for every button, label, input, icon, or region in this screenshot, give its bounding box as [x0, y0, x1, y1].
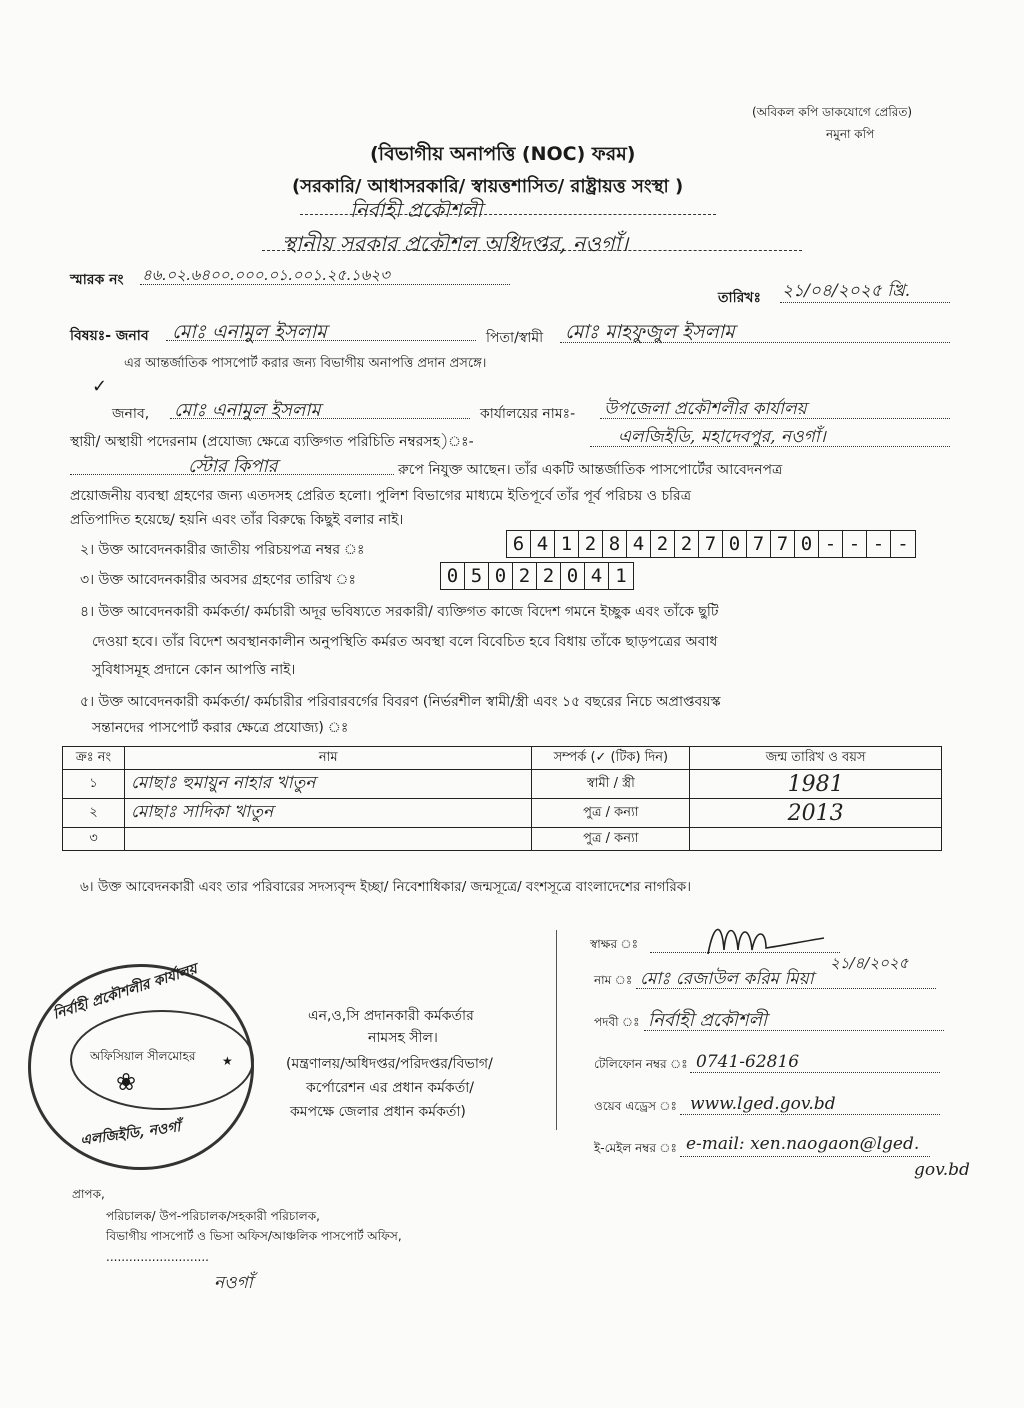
table-row	[63, 799, 942, 828]
digit-box: -	[843, 531, 867, 557]
digit-box: 5	[465, 563, 489, 589]
office-name-value: উপজেলা প্রকৌশলীর কার্যালয়	[604, 399, 807, 419]
web-value: www.lged.gov.bd	[690, 1094, 836, 1114]
role-value: স্টোর কিপার	[188, 456, 278, 477]
lotus-emblem-icon: ❀	[116, 1068, 137, 1096]
noc-officer-line4: কর্পোরেশন এর প্রধান কর্মকর্তা/	[306, 1080, 475, 1096]
col-header-serial: ক্রঃ নং	[63, 747, 125, 770]
digit-box: 7	[747, 531, 771, 557]
sign-date: ২১/৪/২০২৫	[830, 954, 909, 972]
row-serial: ৩	[63, 828, 125, 851]
subject-line2: এর আন্তর্জাতিক পাসপোর্ট করার জন্য বিভাগীয় অনাপত্তি প্রদান প্রসঙ্গে।	[124, 356, 487, 371]
item5-line1: ৫। উক্ত আবেদনকারী কর্মকর্তা/ কর্মচারীর পরিবারবর্গের বিবরণ (নির্ভরশীল স্বামী/স্ত্রী এবং ১৫ বছরের নিচে অপ্রাপ্তবয়স্ক	[80, 694, 721, 710]
digit-box: 2	[537, 563, 561, 589]
janab-label: জনাব,	[112, 406, 150, 422]
date-value: ২১/০৪/২০২৫ খ্রি.	[782, 281, 911, 301]
digit-box: 4	[627, 531, 651, 557]
row-serial: ১	[63, 770, 125, 799]
row-dob: 1981	[690, 770, 942, 799]
phone-value: 0741-62816	[696, 1052, 800, 1072]
row-dob: 2013	[690, 799, 942, 828]
digit-box: 0	[723, 531, 747, 557]
row-dob	[690, 828, 942, 851]
digit-box: 8	[603, 531, 627, 557]
email-value-2: gov.bd	[914, 1160, 970, 1180]
post-value: এলজিইডি, মহাদেবপুর, নওগাঁ।	[618, 427, 826, 447]
digit-box: 2	[513, 563, 537, 589]
seal-top-text: নির্বাহী প্রকৌশলীর কার্যালয়	[51, 961, 200, 1023]
phone-label: টেলিফোন নম্বর ঃ	[594, 1057, 688, 1071]
office-name-label: কার্যালয়ের নামঃ-	[480, 406, 576, 422]
nid-boxes	[506, 530, 916, 558]
handwritten-designation: নির্বাহী প্রকৌশলী	[350, 198, 483, 222]
recipient-line3: ...........................	[106, 1250, 209, 1264]
table-row	[63, 770, 942, 799]
father-name: মোঃ মাহফুজুল ইসলাম	[565, 321, 735, 343]
row-relation: পুত্র / কন্যা	[532, 799, 690, 828]
recipient-label: প্রাপক,	[72, 1187, 105, 1201]
copy-note: (অবিকল কপি ডাকযোগে প্রেরিত)	[752, 105, 913, 119]
digit-box: -	[897, 533, 909, 555]
signature-scribble	[700, 916, 830, 962]
noc-officer-line1: এন,ও,সি প্রদানকারী কর্মকর্তার	[308, 1008, 474, 1024]
nid-label: ২। উক্ত আবেদনকারীর জাতীয় পরিচয়পত্র নম্বর ঃ	[80, 542, 365, 558]
table-row	[63, 828, 942, 851]
row-relation: পুত্র / কন্যা	[532, 828, 690, 851]
row-name	[124, 828, 531, 851]
row-name: মোছাঃ সাদিকা খাতুন	[124, 799, 531, 828]
date-label: তারিখঃ	[718, 290, 761, 306]
retire-date-label: ৩। উক্ত আবেদনকারীর অবসর গ্রহণের তারিখ ঃ	[80, 572, 356, 588]
digit-box: 0	[561, 563, 585, 589]
father-label: পিতা/স্বামী	[486, 330, 544, 346]
star-icon: ★	[222, 1054, 233, 1068]
item5-line2: সন্তানদের পাসপোর্ট করার ক্ষেত্রে প্রযোজ্য) ঃ	[92, 720, 349, 736]
row-serial: ২	[63, 799, 125, 828]
digit-box: -	[819, 531, 843, 557]
digit-box: 4	[585, 563, 609, 589]
check-mark-icon: ✓	[92, 376, 108, 397]
web-label: ওয়েব এড্রেস ঃ	[594, 1099, 677, 1113]
recipient-handwritten: নওগাঁ	[214, 1273, 253, 1293]
email-dots	[680, 1156, 930, 1157]
applicant-name: মোঃ এনামুল ইসলাম	[172, 321, 327, 343]
recipient-line1: পরিচালক/ উপ-পরিচালক/সহকারী পরিচালক,	[106, 1209, 320, 1223]
form-title: (বিভাগীয় অনাপত্তি (NOC) ফরম)	[370, 143, 636, 165]
digit-box: -	[867, 531, 891, 557]
digit-box: 4	[531, 531, 555, 557]
para1-line3: প্রয়োজনীয় ব্যবস্থা গ্রহণের জন্য এতদসহ প্রেরিত হলো। পুলিশ বিভাগের মাধ্যমে ইতিপূর্বে তাঁর পূর্ব পরিচয় ও চরিত্র	[70, 488, 692, 504]
name-label: নাম ঃ	[594, 973, 633, 987]
post-label: স্থায়ী/ অস্থায়ী পদেরনাম (প্রযোজ্য ক্ষেত্রে ব্যক্তিগত পরিচিতি নম্বরসহ)ঃ-	[70, 434, 474, 450]
row-relation: স্বামী / স্ত্রী	[532, 770, 690, 799]
seal-bottom-text: এলজিইডি, নওগাঁ	[79, 1119, 182, 1149]
digit-box: 2	[579, 531, 603, 557]
form-subtitle: (সরকারি/ আধাসরকারি/ স্বায়ত্তশাসিত/ রাষ্ট্রায়ত্ত সংস্থা )	[292, 176, 684, 197]
sample-copy-note: নমুনা কপি	[826, 127, 875, 141]
noc-officer-line2: নামসহ সীল।	[368, 1030, 438, 1046]
web-dots	[680, 1114, 940, 1115]
memo-label: স্মারক নং	[70, 272, 124, 288]
row-name: মোছাঃ হুমায়ুন নাহার খাতুন	[124, 770, 531, 799]
col-header-name: নাম	[124, 747, 531, 770]
sign-label: স্বাক্ষর ঃ	[590, 937, 639, 951]
item4-line1: ৪। উক্ত আবেদনকারী কর্মকর্তা/ কর্মচারী অদূর ভবিষ্যতে সরকারী/ ব্যক্তিগত কাজে বিদেশ গমনে ইচ্ছুক এবং তাঁকে ছুটি	[80, 604, 719, 620]
digit-box: 2	[651, 531, 675, 557]
digit-box: 2	[675, 531, 699, 557]
handwritten-office: স্থানীয় সরকার প্রকৌশল অধিদপ্তর, নওগাঁ।	[282, 232, 629, 256]
digit-box: 1	[615, 565, 627, 587]
subject-label: বিষয়ঃ- জনাব	[70, 328, 149, 344]
digit-box: 0	[441, 563, 465, 589]
item4-line3: সুবিধাসমূহ প্রদানে কোন আপত্তি নাই।	[92, 662, 296, 678]
para1-line4: প্রতিপাদিত হয়েছে/ হয়নি এবং তাঁর বিরুদ্ধে কিছুই বলার নাই।	[70, 512, 404, 528]
digit-box: 0	[489, 563, 513, 589]
post-label-sig: পদবী ঃ	[594, 1015, 640, 1029]
memo-number: ৪৬.০২.৬৪০০.০০০.০১.০০১.২৫.১৬২৩	[142, 266, 390, 284]
col-header-relation: সম্পর্ক (✓ (টিক) দিন)	[532, 747, 690, 770]
recipient-line2: বিভাগীয় পাসপোর্ট ও ভিসা অফিস/আঞ্চলিক পাসপোর্ট অফিস,	[106, 1229, 402, 1243]
digit-box: 7	[771, 531, 795, 557]
noc-officer-line3: (মন্ত্রণালয়/অধিদপ্তর/পরিদপ্তর/বিভাগ/	[286, 1056, 493, 1072]
officer-name: মোঃ রেজাউল করিম মিয়া	[640, 969, 814, 989]
email-label: ই-মেইল নম্বর ঃ	[594, 1141, 677, 1155]
digit-box: 7	[699, 531, 723, 557]
col-header-dob: জন্ম তারিখ ও বয়স	[690, 747, 942, 770]
seal-middle-text: অফিসিয়াল সীলমোহর	[90, 1049, 196, 1063]
applicant-name-2: মোঃ এনামুল ইসলাম	[174, 400, 321, 421]
family-table	[62, 746, 942, 851]
noc-officer-line5: কমপক্ষে জেলার প্রধান কর্মকর্তা)	[290, 1104, 466, 1120]
item4-line2: দেওয়া হবে। তাঁর বিদেশ অবস্থানকালীন অনুপস্থিতি কর্মরত অবস্থা বলে বিবেচিত হবে বিধায় তাঁকে ছাড়পত্রের অবাধ	[92, 634, 718, 650]
email-value-1: e-mail: xen.naogaon@lged.	[686, 1134, 920, 1154]
digit-box: 0	[795, 531, 819, 557]
officer-post: নির্বাহী প্রকৌশলী	[648, 1010, 768, 1031]
item6: ৬। উক্ত আবেদনকারী এবং তার পরিবারের সদস্যবৃন্দ ইচ্ছা/ নিবেশাধিকার/ জন্মসূত্রে/ বংশসূত্রে বাংলাদেশের নাগরিক।	[80, 879, 692, 895]
retire-date-boxes	[440, 562, 634, 590]
digit-box: 6	[507, 531, 531, 557]
role-suffix: রুপে নিযুক্ত আছেন। তাঁর একটি আন্তর্জাতিক পাসপোর্টের আবেদনপত্র	[398, 462, 783, 478]
signature-divider	[556, 930, 559, 1130]
phone-dots	[690, 1072, 940, 1073]
family-table-header	[63, 747, 942, 770]
digit-box: 1	[555, 531, 579, 557]
